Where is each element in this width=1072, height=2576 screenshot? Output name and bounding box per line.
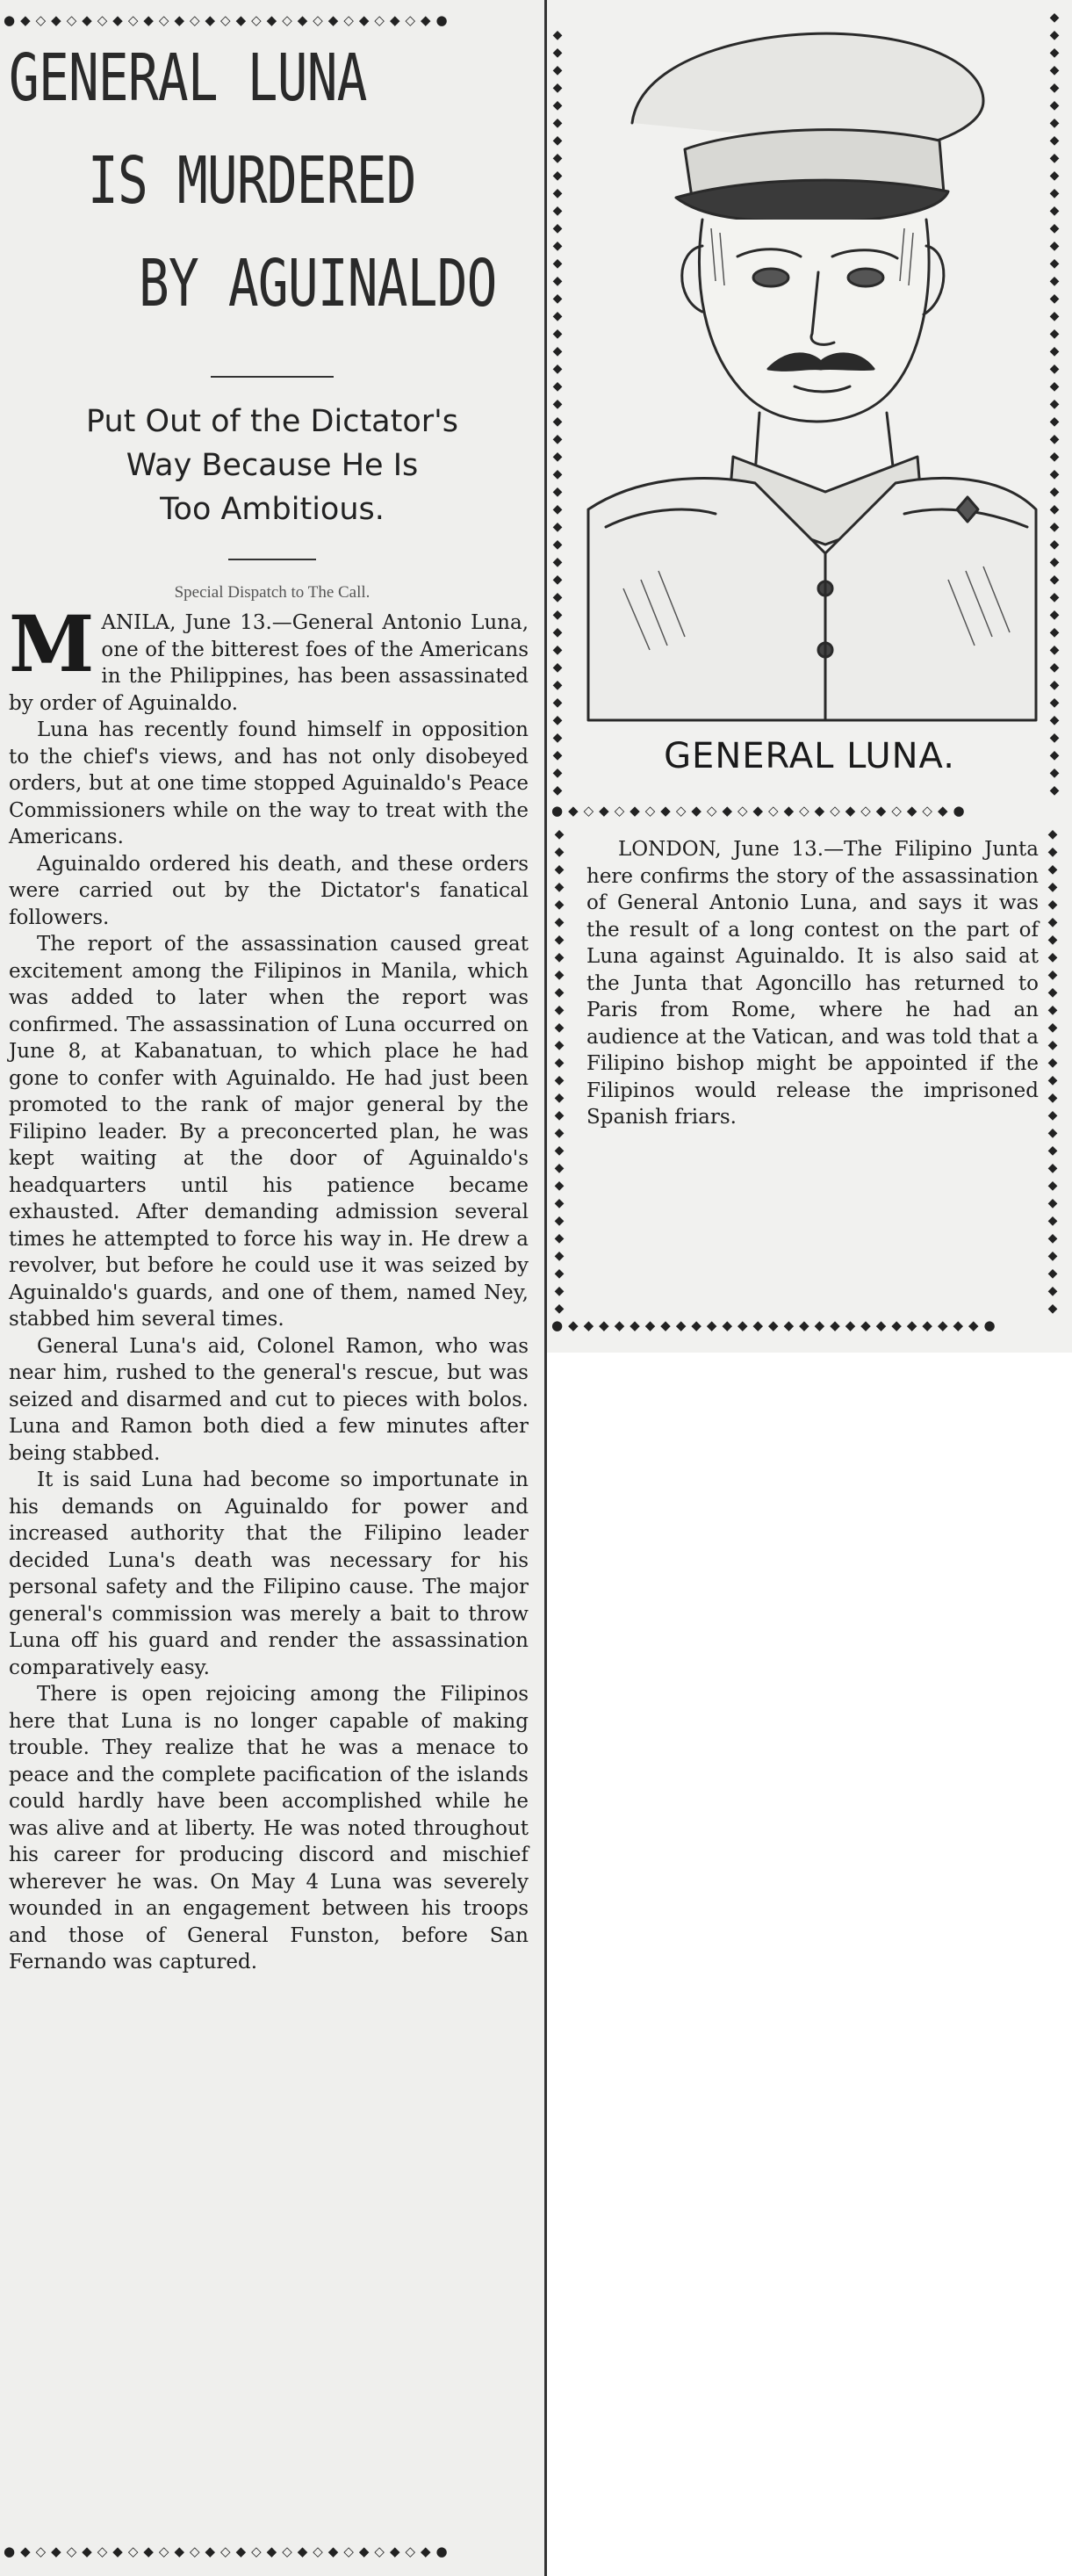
subheadline-line-2: Way Because He Is: [126, 448, 419, 483]
box-left-dots: ◆◆◆◆◆◆◆◆◆◆◆◆◆◆◆◆◆◆◆◆◆◆◆◆◆◆◆◆: [554, 827, 565, 1316]
box-right-dots: ◆◆◆◆◆◆◆◆◆◆◆◆◆◆◆◆◆◆◆◆◆◆◆◆◆◆◆◆: [1047, 827, 1058, 1316]
london-dispatch: [586, 836, 1039, 1131]
headline-line-3: BY AGUINALDO: [139, 246, 497, 321]
drop-cap: M: [9, 598, 95, 689]
article-paragraph-5: General Luna's aid, Colonel Ramon, who was near him, rushed to the general's rescue, but was seized and disarmed and cut to pieces with bolos. Luna and Ramon both died a few minutes after being stabbed.: [9, 1334, 529, 1465]
london-paragraph: LONDON, June 13.—The Filipino Junta here confirms the story of the assassination of General Antonio Luna, and says it was the result of a long contest on the part of Luna against Aguinaldo. It is also said at the Junta that Agoncillo has returned to Paris from Rome, where he had an audience at the Vatican, and was told that a Filipino bishop might be appointed if the Filipinos would release the imprisoned Spanish friars.: [586, 838, 1039, 1129]
article-paragraph-3: Aguinaldo ordered his death, and these orders were carried out by the Dictator's fanatical followers.: [9, 852, 529, 929]
general-luna-portrait: [571, 18, 1045, 729]
article-body: [9, 598, 529, 1976]
bottom-dotted-border-left: ●◆◇◆◇◆◇◆◇◆◇◆◇◆◇◆◇◆◇◆◇◆◇◆◇◆◇◆●: [4, 2544, 453, 2559]
article-paragraph-4: The report of the assassination caused great excitement among the Filipinos in Manila, which was added to later when the report was confirmed. The assassination of Luna occurred on June 8, at Kabanatuan, to which place he had gone to confer with Aguinaldo. He had just been promoted to the rank of major general by the Filipino leader. By a preconcerted plan, he was kept waiting at the door of Aguinaldo's headquarters until his patience became exhausted. After demanding admission several times he attempted to force his way in. He drew a revolver, but before he could use it was seized by Aguinaldo's guards, and one of them, named Ney, stabbed him several times.: [9, 933, 529, 1331]
dispatch-credit: Special Dispatch to The Call.: [174, 583, 371, 602]
article-paragraph-1: MANILA, June 13.—General Antonio Luna, one of the bitterest foes of the Americans in the Philippines, has been assassinated by order of Aguinaldo.: [9, 598, 529, 715]
top-dotted-border-left: ●◆◇◆◇◆◇◆◇◆◇◆◇◆◇◆◇◆◇◆◇◆◇◆◇◆◇◆●: [4, 12, 453, 28]
headline-line-2: IS MURDERED: [88, 143, 416, 219]
box-top-dotted-border: ●◆◇◆◇◆◇◆◇◆◇◆◇◆◇◆◇◆◇◆◇◆◇◆◇◆●: [551, 803, 970, 819]
subheadline-line-1: Put Out of the Dictator's: [86, 404, 458, 439]
portrait-caption: GENERAL LUNA.: [664, 736, 955, 776]
column-rule: [544, 0, 547, 2576]
right-column-blank: [547, 1353, 1072, 2576]
subheadline-divider: [228, 559, 316, 560]
headline-line-1: GENERAL LUNA: [9, 40, 367, 116]
right-vertical-dots-top: ◆◆◆◆◆◆◆◆◆◆◆◆◆◆◆◆◆◆◆◆◆◆◆◆◆◆◆◆◆◆◆◆◆◆◆◆◆◆◆◆◆◆◆◆: [552, 28, 563, 797]
far-right-vertical-dots-top: ◆◆◆◆◆◆◆◆◆◆◆◆◆◆◆◆◆◆◆◆◆◆◆◆◆◆◆◆◆◆◆◆◆◆◆◆◆◆◆◆◆◆◆◆◆: [1049, 11, 1060, 797]
subheadline-line-3: Too Ambitious.: [160, 492, 385, 527]
box-bottom-dotted-border: ●◆◆◆◆◆◆◆◆◆◆◆◆◆◆◆◆◆◆◆◆◆◆◆◆◆◆◆●: [551, 1317, 1001, 1333]
headline-divider: [211, 376, 334, 378]
article-paragraph-2: Luna has recently found himself in opposition to the chief's views, and has not only disobeyed orders, but at one time stopped Aguinaldo's Peace Commissioners while on the way to treat with the Americans.: [9, 718, 529, 848]
article-paragraph-6: It is said Luna had become so importunate in his demands on Aguinaldo for power and increased authority that the Filipino leader decided Luna's death was necessary for his personal safety and the Filipino cause. The major general's commission was merely a bait to throw Luna off his guard and render the assassination comparatively easy.: [9, 1468, 529, 1679]
article-paragraph-7: There is open rejoicing among the Filipinos here that Luna is no longer capable of making trouble. They realize that he was a menace to peace and the complete pacification of the islands could hardly have been accomplished while he was alive and at liberty. He was noted throughout his career for producing discord and mischief wherever he was. On May 4 Luna was severely wounded in an engagement between his troops and those of General Funston, before San Fernando was captured.: [9, 1683, 529, 1973]
